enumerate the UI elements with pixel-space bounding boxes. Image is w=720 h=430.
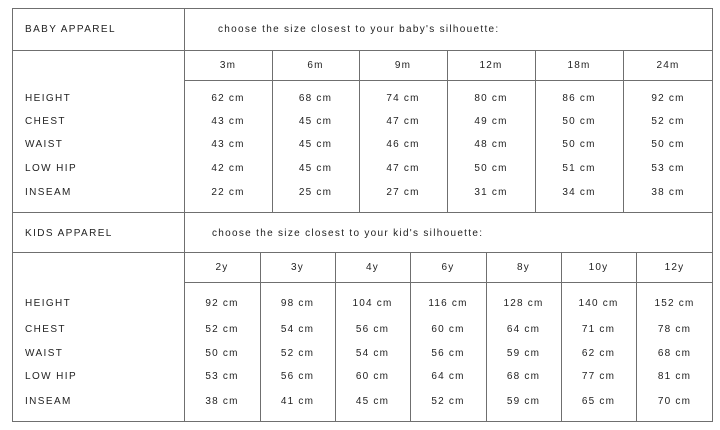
- kids-measure-value: 78 cm: [657, 324, 692, 335]
- kids-column-divider: [410, 252, 411, 422]
- baby-measure-label: WAIST: [25, 139, 64, 150]
- kids-measure-value: 52 cm: [205, 324, 239, 335]
- kids-measure-value: 62 cm: [581, 348, 616, 359]
- kids-section-title: KIDS APPAREL: [25, 228, 113, 239]
- kids-measure-label: LOW HIP: [25, 371, 78, 382]
- kids-size-header: 6y: [441, 262, 455, 273]
- kids-measure-value: 56 cm: [355, 324, 390, 335]
- baby-size-header: 6m: [307, 60, 324, 71]
- baby-measure-value: 45 cm: [298, 163, 333, 174]
- baby-measure-value: 25 cm: [298, 187, 333, 198]
- baby-measure-value: 52 cm: [651, 116, 685, 127]
- kids-measure-value: 128 cm: [503, 298, 544, 309]
- baby-column-divider: [447, 50, 448, 212]
- baby-measure-label: CHEST: [25, 116, 66, 127]
- baby-measure-value: 49 cm: [474, 116, 508, 127]
- baby-size-prompt: choose the size closest to your baby's silhouette:: [218, 24, 500, 35]
- baby-measure-value: 34 cm: [562, 187, 596, 198]
- baby-measure-value: 92 cm: [651, 93, 685, 104]
- baby-size-header: 18m: [567, 60, 591, 71]
- baby-measure-value: 31 cm: [474, 187, 508, 198]
- kids-measure-label: CHEST: [25, 324, 66, 335]
- kids-size-header: 8y: [517, 262, 530, 273]
- baby-column-divider: [359, 50, 360, 212]
- baby-measure-value: 47 cm: [386, 163, 420, 174]
- baby-measure-value: 46 cm: [386, 139, 420, 150]
- baby-measure-value: 51 cm: [562, 163, 596, 174]
- kids-column-divider: [636, 252, 637, 422]
- baby-measure-value: 62 cm: [211, 93, 245, 104]
- kids-measure-value: 53 cm: [205, 371, 239, 382]
- kids-measure-value: 116 cm: [428, 298, 468, 309]
- baby-measure-value: 43 cm: [211, 139, 245, 150]
- kids-measure-value: 54 cm: [355, 348, 390, 359]
- kids-column-divider: [561, 252, 562, 422]
- baby-measure-value: 53 cm: [651, 163, 685, 174]
- kids-measure-value: 152 cm: [654, 298, 695, 309]
- baby-measure-value: 50 cm: [562, 116, 596, 127]
- kids-measure-value: 92 cm: [205, 298, 239, 309]
- kids-measure-value: 104 cm: [352, 298, 393, 309]
- baby-column-divider: [535, 50, 536, 212]
- kids-measure-value: 54 cm: [280, 324, 315, 335]
- baby-column-divider: [272, 50, 273, 212]
- baby-measure-value: 50 cm: [474, 163, 508, 174]
- baby-measure-value: 48 cm: [474, 139, 508, 150]
- baby-measure-value: 68 cm: [298, 93, 333, 104]
- kids-measure-label: WAIST: [25, 348, 64, 359]
- kids-measure-value: 52 cm: [431, 396, 465, 407]
- baby-label-column-divider: [184, 8, 185, 212]
- kids-measure-value: 64 cm: [431, 371, 465, 382]
- baby-measure-value: 43 cm: [211, 116, 245, 127]
- baby-measure-value: 50 cm: [562, 139, 596, 150]
- kids-measure-label: INSEAM: [25, 396, 72, 407]
- kids-measure-value: 59 cm: [506, 348, 541, 359]
- baby-size-header: 3m: [219, 60, 237, 71]
- baby-measure-value: 38 cm: [651, 187, 685, 198]
- kids-column-divider: [486, 252, 487, 422]
- baby-measure-value: 42 cm: [211, 163, 245, 174]
- kids-label-column-divider: [184, 212, 185, 422]
- baby-measure-value: 22 cm: [211, 187, 245, 198]
- baby-measure-value: 47 cm: [386, 116, 420, 127]
- kids-measure-value: 71 cm: [581, 324, 616, 335]
- kids-measure-value: 140 cm: [578, 298, 619, 309]
- kids-measure-value: 38 cm: [205, 396, 239, 407]
- kids-measure-value: 64 cm: [506, 324, 541, 335]
- kids-measure-value: 50 cm: [205, 348, 239, 359]
- baby-measure-value: 74 cm: [386, 93, 420, 104]
- kids-size-prompt: choose the size closest to your kid's silhouette:: [212, 228, 484, 239]
- kids-measure-value: 59 cm: [506, 396, 541, 407]
- kids-measure-value: 41 cm: [280, 396, 315, 407]
- kids-measure-value: 65 cm: [581, 396, 616, 407]
- kids-size-header: 12y: [664, 262, 685, 273]
- baby-header-divider: [12, 50, 713, 51]
- kids-column-divider: [260, 252, 261, 422]
- kids-measure-value: 45 cm: [355, 396, 390, 407]
- kids-measure-value: 68 cm: [657, 348, 692, 359]
- baby-measure-value: 50 cm: [651, 139, 685, 150]
- kids-measure-value: 70 cm: [657, 396, 692, 407]
- baby-measure-value: 45 cm: [298, 139, 333, 150]
- baby-section-title: BABY APPAREL: [25, 24, 116, 35]
- baby-measure-value: 80 cm: [474, 93, 508, 104]
- kids-measure-value: 60 cm: [431, 324, 465, 335]
- kids-measure-value: 98 cm: [280, 298, 315, 309]
- kids-measure-value: 81 cm: [657, 371, 692, 382]
- section-divider: [12, 212, 713, 213]
- kids-measure-label: HEIGHT: [25, 298, 72, 309]
- baby-measure-label: HEIGHT: [25, 93, 72, 104]
- kids-column-divider: [335, 252, 336, 422]
- kids-measure-value: 68 cm: [506, 371, 541, 382]
- baby-size-header: 24m: [656, 60, 680, 71]
- kids-size-header: 4y: [366, 262, 379, 273]
- baby-size-header: 9m: [394, 60, 412, 71]
- kids-measure-value: 56 cm: [280, 371, 315, 382]
- baby-column-divider: [623, 50, 624, 212]
- kids-size-header: 2y: [215, 262, 229, 273]
- baby-measure-value: 86 cm: [562, 93, 596, 104]
- kids-measure-value: 77 cm: [581, 371, 616, 382]
- kids-measure-value: 60 cm: [355, 371, 390, 382]
- baby-measure-label: LOW HIP: [25, 163, 78, 174]
- kids-size-row-divider: [184, 282, 713, 283]
- kids-measure-value: 56 cm: [431, 348, 465, 359]
- baby-size-header: 12m: [479, 60, 503, 71]
- kids-header-divider: [12, 252, 713, 253]
- kids-size-header: 3y: [291, 262, 304, 273]
- kids-size-header: 10y: [588, 262, 609, 273]
- kids-measure-value: 52 cm: [280, 348, 315, 359]
- baby-size-row-divider: [184, 80, 713, 81]
- baby-measure-value: 45 cm: [298, 116, 333, 127]
- baby-measure-value: 27 cm: [386, 187, 420, 198]
- baby-measure-label: INSEAM: [25, 187, 72, 198]
